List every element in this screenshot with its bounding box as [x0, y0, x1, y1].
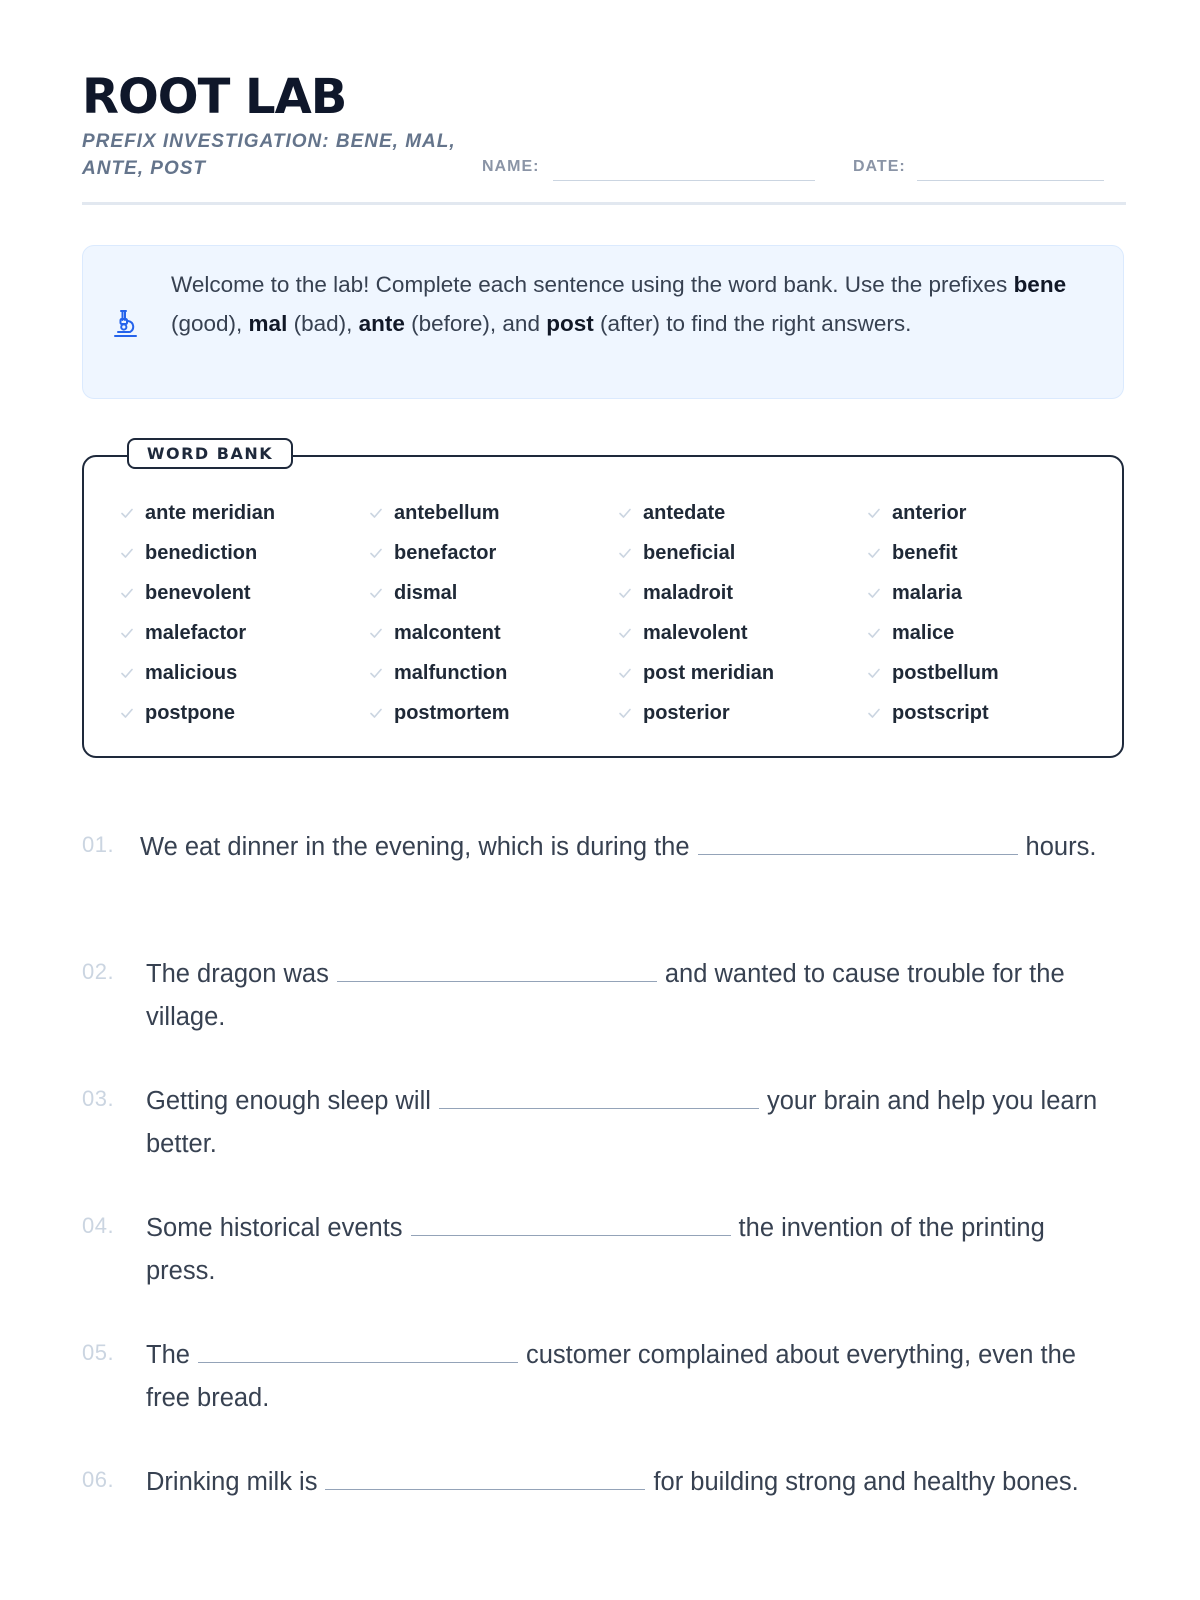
check-icon	[369, 506, 383, 520]
word-bank-grid	[120, 493, 1120, 733]
date-field[interactable]	[917, 180, 1104, 181]
word-bank-item	[867, 533, 1116, 573]
question-text	[140, 826, 1100, 869]
word-bank-item	[867, 493, 1116, 533]
question-number: 03.	[82, 1086, 115, 1111]
question-text	[146, 1334, 1106, 1420]
word-bank-word: antedate	[643, 501, 726, 524]
check-icon	[120, 666, 134, 680]
check-icon	[867, 586, 881, 600]
question-number: 01.	[82, 832, 115, 857]
word-bank-word: malaria	[892, 581, 963, 604]
question-text-before: Getting enough sleep will	[146, 1087, 431, 1115]
word-bank-item	[618, 533, 867, 573]
word-bank-item	[618, 573, 867, 613]
check-icon	[120, 586, 134, 600]
question-text-after: for building strong and healthy bones.	[653, 1468, 1079, 1496]
question-number: 02.	[82, 959, 115, 984]
word-bank-item	[120, 533, 369, 573]
microscope-icon	[111, 308, 139, 338]
word-bank-word: maladroit	[643, 581, 734, 604]
question-text-before: Some historical events	[146, 1214, 403, 1242]
word-bank-item	[369, 493, 618, 533]
answer-blank[interactable]	[198, 1336, 518, 1363]
check-icon	[867, 506, 881, 520]
word-bank-word: malicious	[145, 661, 238, 684]
word-bank-word: ante meridian	[145, 501, 276, 524]
word-bank-item	[867, 613, 1116, 653]
check-icon	[618, 706, 632, 720]
date-label: DATE:	[853, 158, 906, 175]
word-bank-item	[369, 533, 618, 573]
check-icon	[120, 706, 134, 720]
word-bank-word: malevolent	[643, 621, 748, 644]
answer-blank[interactable]	[698, 828, 1018, 855]
question-text-after: the invention of the printing press.	[146, 1214, 1045, 1285]
question-text	[146, 1207, 1106, 1293]
check-icon	[867, 546, 881, 560]
question-text	[146, 1080, 1106, 1166]
question-text-before: The dragon was	[146, 960, 329, 988]
page-title: ROOT LAB	[82, 69, 347, 125]
word-bank-item	[618, 493, 867, 533]
check-icon	[120, 626, 134, 640]
check-icon	[867, 666, 881, 680]
question-number: 04.	[82, 1213, 115, 1238]
question-text	[146, 1461, 1106, 1504]
page-subtitle: PREFIX INVESTIGATION: BENE, MAL, ANTE, POST	[82, 131, 456, 179]
check-icon	[618, 626, 632, 640]
question-text-after: your brain and help you learn better.	[146, 1087, 1098, 1158]
question-text-before: The	[146, 1341, 190, 1369]
question-text-before: We eat dinner in the evening, which is during the	[140, 833, 690, 861]
word-bank-item	[369, 693, 618, 733]
word-bank	[82, 444, 1124, 758]
word-bank-word: postmortem	[394, 701, 510, 724]
word-bank-item	[120, 613, 369, 653]
check-icon	[618, 546, 632, 560]
word-bank-item	[618, 693, 867, 733]
check-icon	[618, 666, 632, 680]
word-bank-item	[867, 653, 1116, 693]
question-text	[146, 953, 1106, 1039]
check-icon	[369, 626, 383, 640]
word-bank-item	[867, 573, 1116, 613]
word-bank-word: antebellum	[394, 501, 500, 524]
check-icon	[369, 666, 383, 680]
check-icon	[618, 586, 632, 600]
check-icon	[369, 586, 383, 600]
name-label: NAME:	[482, 158, 540, 175]
check-icon	[369, 706, 383, 720]
name-field[interactable]	[553, 180, 815, 181]
word-bank-word: malcontent	[394, 621, 501, 644]
word-bank-item	[618, 653, 867, 693]
worksheet-page	[82, 0, 1126, 1600]
word-bank-item	[618, 613, 867, 653]
question-text-after: hours.	[1025, 833, 1097, 861]
answer-blank[interactable]	[337, 955, 657, 982]
word-bank-word: benevolent	[145, 581, 251, 604]
word-bank-word: posterior	[643, 701, 730, 724]
word-bank-word: benediction	[145, 541, 258, 564]
word-bank-word: post meridian	[643, 661, 775, 684]
question-text-after: customer complained about everything, even the free bread.	[146, 1341, 1076, 1412]
word-bank-word: malice	[892, 621, 955, 644]
word-bank-word: postscript	[892, 701, 989, 724]
answer-blank[interactable]	[439, 1082, 759, 1109]
word-bank-word: anterior	[892, 501, 967, 524]
answer-blank[interactable]	[325, 1463, 645, 1490]
word-bank-item	[369, 613, 618, 653]
word-bank-item	[369, 573, 618, 613]
word-bank-word: benefit	[892, 541, 958, 564]
word-bank-item	[120, 653, 369, 693]
question-number: 05.	[82, 1340, 115, 1365]
word-bank-item	[369, 653, 618, 693]
check-icon	[120, 506, 134, 520]
intro-callout	[82, 245, 1124, 399]
check-icon	[120, 546, 134, 560]
question-text-after: and wanted to cause trouble for the village.	[146, 960, 1065, 1031]
word-bank-item	[867, 693, 1116, 733]
word-bank-word: beneficial	[643, 541, 736, 564]
header-divider	[82, 202, 1126, 205]
check-icon	[618, 506, 632, 520]
word-bank-word: postbellum	[892, 661, 999, 684]
question-text-before: Drinking milk is	[146, 1468, 318, 1496]
word-bank-item	[120, 573, 369, 613]
word-bank-word: postpone	[145, 701, 235, 724]
question-number: 06.	[82, 1467, 115, 1492]
answer-blank[interactable]	[411, 1209, 731, 1236]
word-bank-item	[120, 493, 369, 533]
word-bank-word: dismal	[394, 581, 458, 604]
word-bank-label: WORD BANK	[127, 438, 293, 469]
word-bank-word: malefactor	[145, 621, 247, 644]
check-icon	[867, 626, 881, 640]
check-icon	[369, 546, 383, 560]
word-bank-word: benefactor	[394, 541, 497, 564]
word-bank-item	[120, 693, 369, 733]
word-bank-word: malfunction	[394, 661, 508, 684]
check-icon	[867, 706, 881, 720]
intro-text: Welcome to the lab! Complete each sentence using the word bank. Use the prefixes bene (good), mal (bad), ante (before), and post (after) to find the right answers.	[171, 272, 1067, 336]
